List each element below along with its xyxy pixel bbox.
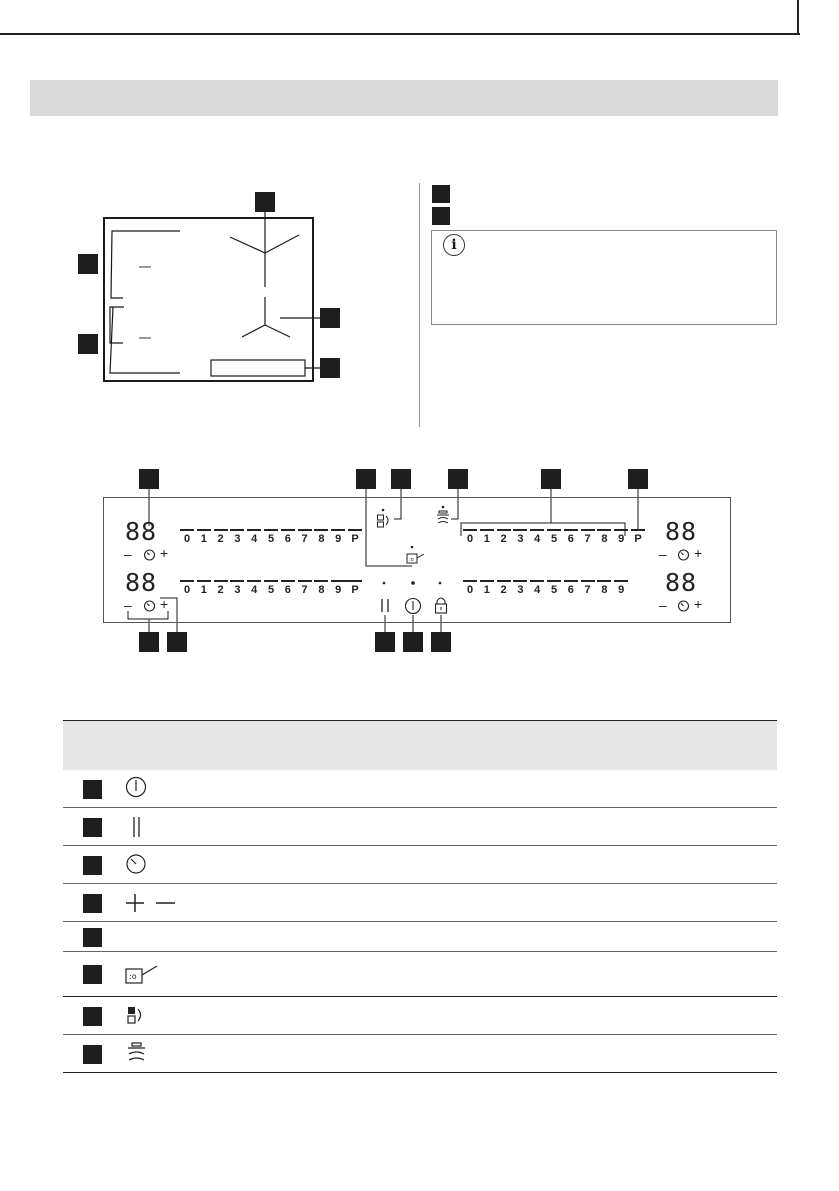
zone-display: 88 — [665, 568, 698, 597]
scale-dash — [197, 529, 211, 531]
scale-dash — [547, 529, 561, 531]
timer-icon[interactable] — [143, 548, 156, 561]
scale-dash — [230, 580, 244, 582]
power-icon — [125, 776, 149, 800]
row-marker — [83, 928, 102, 947]
row-marker — [83, 818, 102, 837]
row-marker — [83, 894, 102, 913]
scale-dash — [530, 529, 544, 531]
scale-dash — [463, 580, 477, 582]
lock-icon[interactable] — [433, 595, 449, 615]
power-level-4[interactable]: 4 — [534, 584, 541, 596]
plus-minus-icon — [123, 892, 183, 914]
scale-dash — [331, 529, 345, 531]
power-level-7[interactable]: 7 — [584, 533, 591, 545]
power-level-9[interactable]: 9 — [618, 584, 625, 596]
power-level-9[interactable]: 9 — [335, 584, 342, 596]
power-level-9[interactable]: 9 — [618, 533, 625, 545]
bridge-icon[interactable] — [376, 508, 392, 530]
scale-dash — [581, 580, 595, 582]
power-level-6[interactable]: 6 — [567, 533, 574, 545]
power-level-6[interactable]: 6 — [284, 533, 291, 545]
scale-dash — [345, 580, 359, 582]
power-level-8[interactable]: 8 — [318, 533, 325, 545]
power-level-1[interactable]: 1 — [483, 584, 490, 596]
pot-icon[interactable] — [405, 545, 427, 567]
power-level-7[interactable]: 7 — [301, 533, 308, 545]
timer-icon[interactable] — [143, 599, 156, 612]
pause-icon — [127, 814, 147, 840]
power-level-8[interactable]: 8 — [601, 533, 608, 545]
scale-dash — [614, 529, 628, 531]
power-level-0[interactable]: 0 — [466, 584, 474, 596]
row-marker — [83, 1045, 102, 1064]
power-level-9[interactable]: 9 — [335, 533, 342, 545]
table-row — [63, 808, 777, 846]
row-marker — [83, 780, 102, 799]
power-icon[interactable] — [404, 597, 422, 615]
power-level-p[interactable]: P — [351, 533, 359, 545]
power-level-2[interactable]: 2 — [500, 533, 507, 545]
scale-dash — [230, 529, 244, 531]
power-level-2[interactable]: 2 — [500, 584, 507, 596]
scale-dash — [314, 580, 328, 582]
minus-button[interactable]: – — [124, 597, 132, 613]
scale-dash — [631, 529, 645, 531]
table-row — [63, 846, 777, 884]
scale-dash — [197, 580, 211, 582]
row-marker — [83, 1007, 102, 1026]
scale-dash — [180, 529, 194, 531]
row-marker — [83, 856, 102, 875]
scale-dash — [513, 529, 527, 531]
plus-button[interactable]: + — [694, 545, 703, 561]
hob2hood-icon[interactable] — [435, 505, 451, 527]
power-level-1[interactable]: 1 — [200, 584, 207, 596]
power-level-5[interactable]: 5 — [267, 584, 275, 596]
power-level-4[interactable]: 4 — [251, 533, 258, 545]
power-level-0[interactable]: 0 — [466, 533, 474, 545]
power-level-3[interactable]: 3 — [234, 533, 241, 545]
scale-dash — [547, 580, 561, 582]
scale-dash — [497, 529, 511, 531]
table-row — [63, 952, 777, 997]
power-level-6[interactable]: 6 — [284, 584, 291, 596]
scale-dash — [214, 580, 228, 582]
bridge-icon — [125, 1004, 149, 1028]
table-row — [63, 1035, 777, 1073]
table-row — [63, 922, 777, 952]
scale-dash — [463, 529, 477, 531]
table-header — [63, 720, 777, 770]
power-level-2[interactable]: 2 — [217, 533, 224, 545]
svg-text::o: :o — [129, 972, 137, 981]
power-level-3[interactable]: 3 — [517, 584, 524, 596]
pause-icon[interactable] — [377, 597, 393, 615]
timer-icon[interactable] — [677, 599, 690, 612]
scale-dash — [247, 529, 261, 531]
power-level-7[interactable]: 7 — [584, 584, 591, 596]
power-level-8[interactable]: 8 — [601, 584, 608, 596]
minus-button[interactable]: – — [659, 546, 667, 562]
power-level-2[interactable]: 2 — [217, 584, 224, 596]
scale-dash — [281, 580, 295, 582]
zone-display: 88 — [125, 568, 158, 597]
zone-display: 88 — [125, 517, 158, 546]
scale-dash — [214, 529, 228, 531]
power-level-p[interactable]: P — [634, 533, 642, 545]
scale-dash — [314, 529, 328, 531]
minus-button[interactable]: – — [659, 597, 667, 613]
plus-button[interactable]: + — [160, 545, 169, 561]
power-level-p[interactable]: P — [351, 584, 359, 596]
minus-button[interactable]: – — [124, 546, 132, 562]
scale-dash — [564, 580, 578, 582]
table-row — [63, 884, 777, 922]
scale-dash — [264, 529, 278, 531]
scale-dash — [331, 580, 345, 582]
scale-dash — [247, 580, 261, 582]
indicator-dots — [378, 578, 448, 588]
scale-dash — [597, 580, 611, 582]
scale-dash — [614, 580, 628, 582]
power-level-0[interactable]: 0 — [183, 584, 191, 596]
scale-dash — [513, 580, 527, 582]
zone-display: 88 — [665, 517, 698, 546]
scale-dash — [530, 580, 544, 582]
scale-dash — [298, 580, 312, 582]
power-level-8[interactable]: 8 — [318, 584, 325, 596]
power-level-0[interactable]: 0 — [183, 533, 191, 545]
scale-dash — [348, 529, 362, 531]
scale-dash — [497, 580, 511, 582]
table-row — [63, 997, 777, 1035]
plus-button[interactable]: + — [694, 596, 703, 612]
scale-dash — [480, 580, 494, 582]
info-icon: i — [443, 234, 465, 256]
power-level-3[interactable]: 3 — [517, 533, 524, 545]
power-level-1[interactable]: 1 — [483, 533, 490, 545]
power-level-5[interactable]: 5 — [550, 533, 558, 545]
power-level-4[interactable]: 4 — [534, 533, 541, 545]
svg-text::o: :o — [409, 557, 414, 563]
scale-dash — [581, 529, 595, 531]
power-level-7[interactable]: 7 — [301, 584, 308, 596]
power-level-5[interactable]: 5 — [267, 533, 275, 545]
table-row — [63, 770, 777, 808]
pot-icon — [123, 960, 163, 988]
power-level-6[interactable]: 6 — [567, 584, 574, 596]
scale-dash — [281, 529, 295, 531]
scale-dash — [298, 529, 312, 531]
scale-dash — [564, 529, 578, 531]
scale-dash — [480, 529, 494, 531]
timer-icon[interactable] — [677, 548, 690, 561]
power-level-1[interactable]: 1 — [200, 533, 207, 545]
power-level-5[interactable]: 5 — [550, 584, 558, 596]
row-marker — [83, 965, 102, 984]
scale-dash — [180, 580, 194, 582]
hob2hood-icon — [125, 1041, 149, 1067]
plus-button[interactable]: + — [160, 596, 169, 612]
power-level-4[interactable]: 4 — [251, 584, 258, 596]
power-level-3[interactable]: 3 — [234, 584, 241, 596]
timer-icon — [125, 852, 149, 876]
scale-dash — [264, 580, 278, 582]
scale-dash — [597, 529, 611, 531]
